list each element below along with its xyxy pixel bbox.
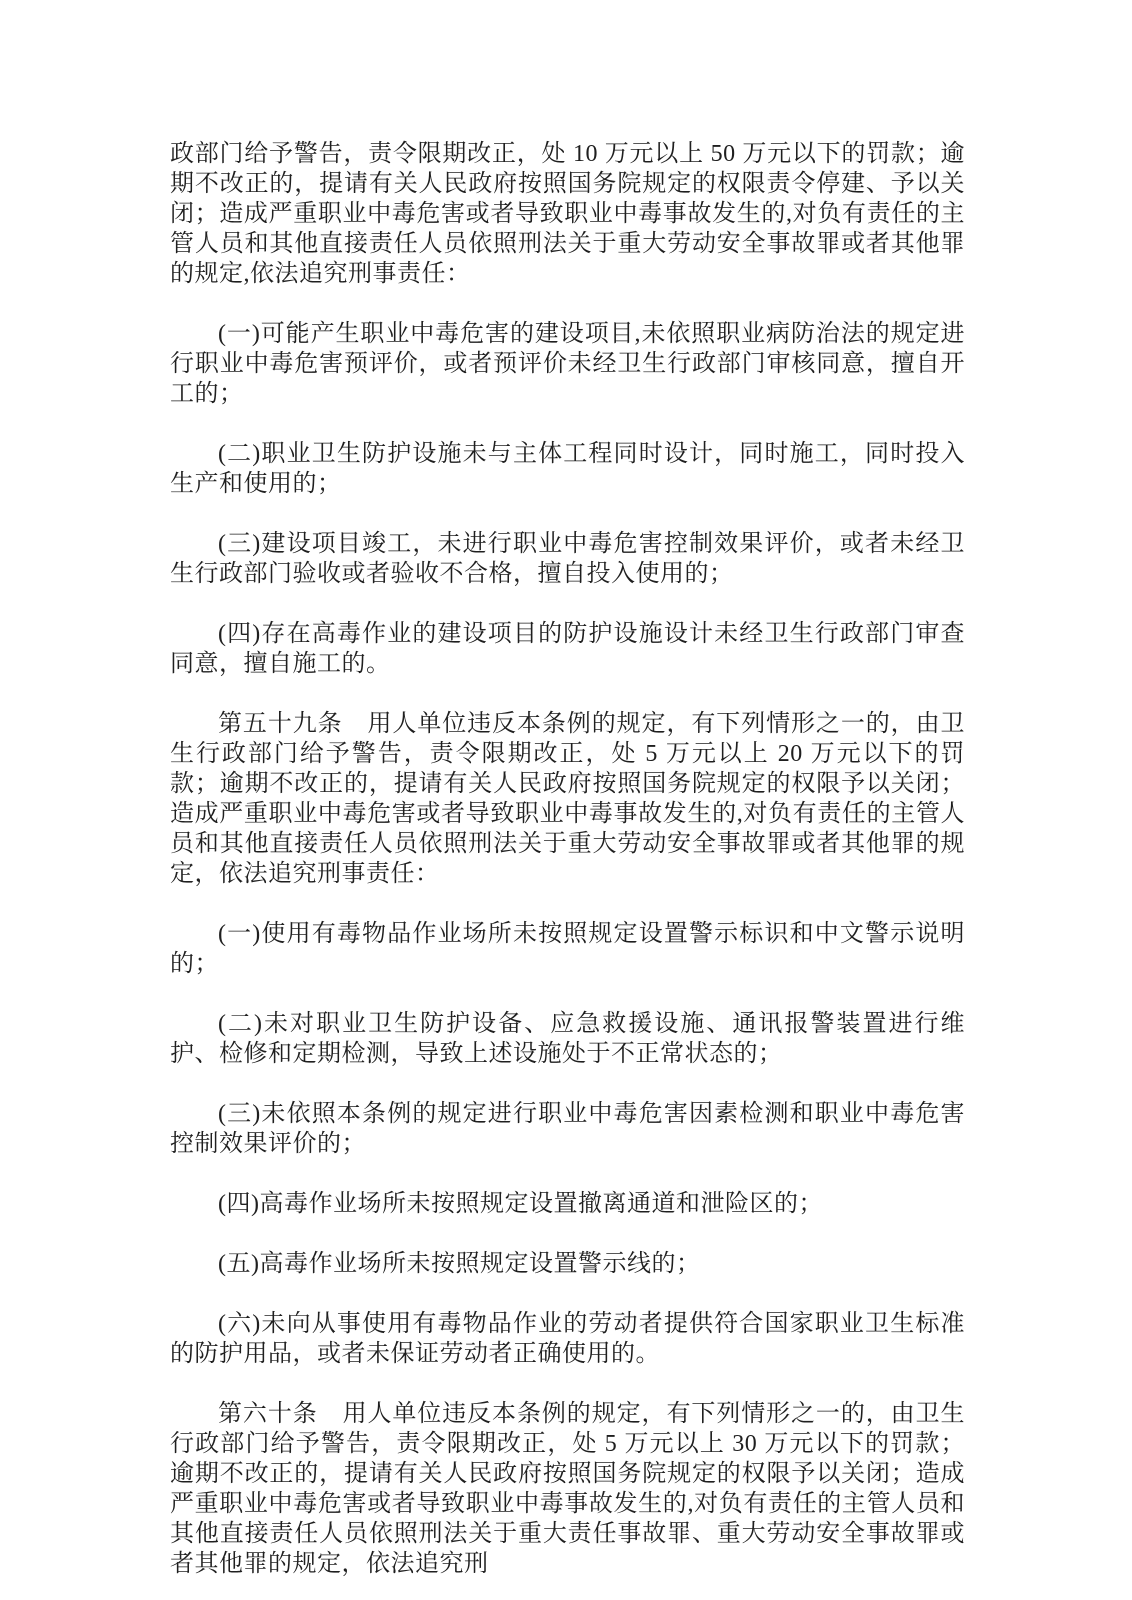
list1-item-2: (二)职业卫生防护设施未与主体工程同时设计，同时施工，同时投入生产和使用的；	[170, 441, 965, 497]
list1-item-1: (一)可能产生职业中毒危害的建设项目,未依照职业病防治法的规定进行职业中毒危害预评价，或者预评价未经卫生行政部门审核同意，擅自开工的；	[170, 321, 965, 407]
article-59-paragraph: 第五十九条 用人单位违反本条例的规定，有下列情形之一的，由卫生行政部门给予警告，责令限期改正，处 5 万元以上 20 万元以下的罚款；逾期不改正的，提请有关人民政府按照国务院规定的权限予以关闭；造成严重职业中毒危害或者导致职业中毒事故发生的,对负有责任的主管人员和其他直接责任人员依照刑法关于重大劳动安全事故罪或者其他罪的规定，依法追究刑事责任：	[170, 711, 965, 887]
list2-item-1: (一)使用有毒物品作业场所未按照规定设置警示标识和中文警示说明的；	[170, 921, 965, 977]
document-text-block	[170, 139, 965, 1579]
list2-item-4: (四)高毒作业场所未按照规定设置撤离通道和泄险区的；	[218, 1191, 823, 1217]
article-60-paragraph: 第六十条 用人单位违反本条例的规定，有下列情形之一的，由卫生行政部门给予警告，责令限期改正，处 5 万元以上 30 万元以下的罚款；逾期不改正的，提请有关人民政府按照国务院规定的权限予以关闭；造成严重职业中毒危害或者导致职业中毒事故发生的,对负有责任的主管人员和其他直接责任人员依照刑法关于重大责任事故罪、重大劳动安全事故罪或者其他罪的规定，依法追究刑	[170, 1401, 965, 1577]
list2-item-3: (三)未依照本条例的规定进行职业中毒危害因素检测和职业中毒危害控制效果评价的；	[170, 1101, 965, 1157]
continuation-paragraph: 政部门给予警告，责令限期改正，处 10 万元以上 50 万元以下的罚款；逾期不改正的，提请有关人民政府按照国务院规定的权限责令停建、予以关闭；造成严重职业中毒危害或者导致职业中毒事故发生的,对负有责任的主管人员和其他直接责任人员依照刑法关于重大劳动安全事故罪或者其他罪的规定,依法追究刑事责任：	[170, 141, 965, 287]
list1-item-4: (四)存在高毒作业的建设项目的防护设施设计未经卫生行政部门审查同意，擅自施工的。	[170, 621, 965, 677]
list2-item-5: (五)高毒作业场所未按照规定设置警示线的；	[218, 1251, 701, 1277]
list2-item-2: (二)未对职业卫生防护设备、应急救援设施、通讯报警装置进行维护、检修和定期检测，导致上述设施处于不正常状态的；	[170, 1011, 965, 1067]
list1-item-3: (三)建设项目竣工，未进行职业中毒危害控制效果评价，或者未经卫生行政部门验收或者验收不合格，擅自投入使用的；	[170, 531, 965, 587]
list2-item-6: (六)未向从事使用有毒物品作业的劳动者提供符合国家职业卫生标准的防护用品，或者未保证劳动者正确使用的。	[170, 1311, 965, 1367]
